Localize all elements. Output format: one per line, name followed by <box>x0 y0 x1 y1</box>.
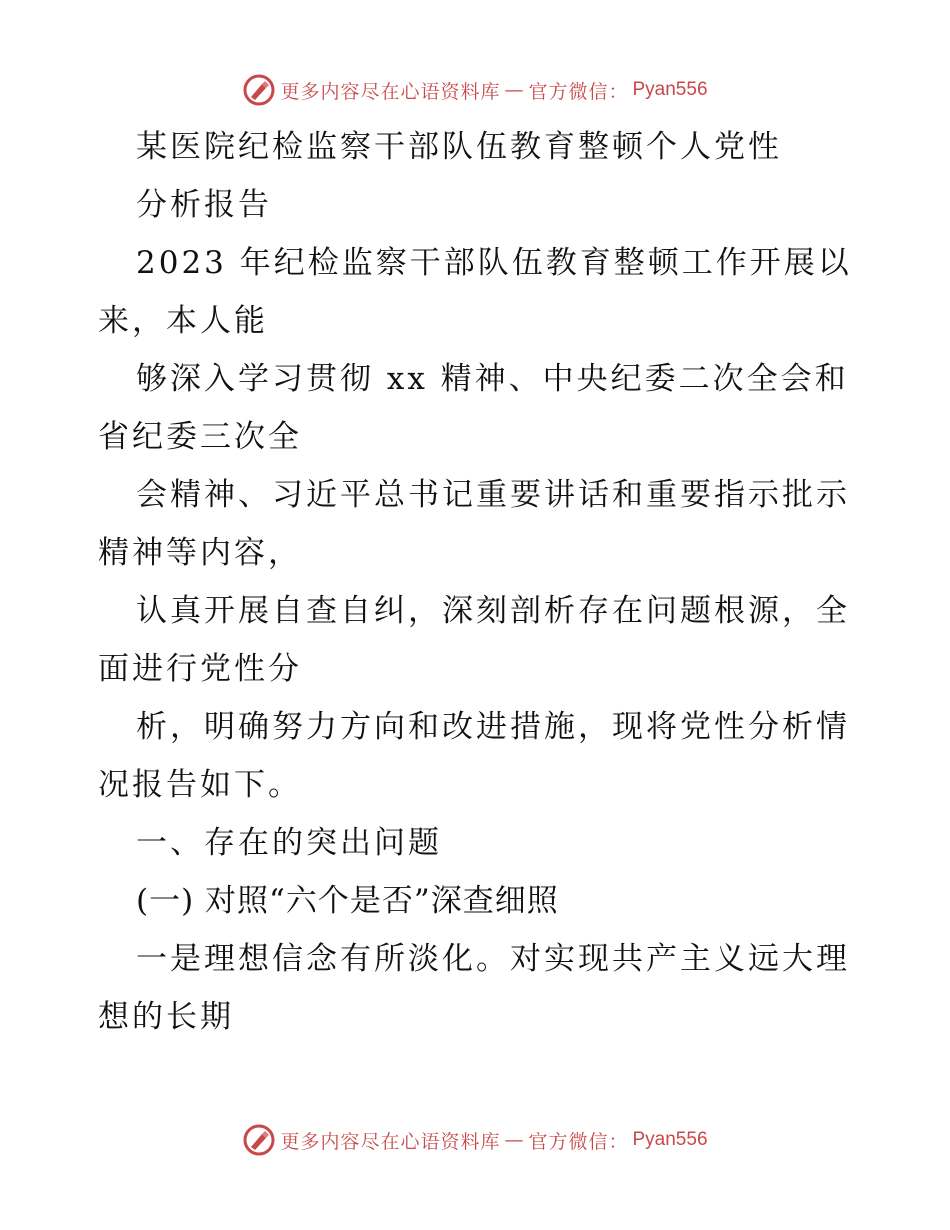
pen-logo-icon <box>242 73 276 107</box>
subsection-heading: (一) 对照“六个是否”深查细照 <box>136 883 559 919</box>
watermark-wechat-id: Pyan556 <box>632 1129 708 1150</box>
doc-text-line: 面进行党性分 <box>98 651 302 687</box>
doc-text-line: 况报告如下。 <box>98 767 302 803</box>
doc-text-line: 精神等内容， <box>98 535 302 571</box>
document-body <box>98 118 858 1046</box>
doc-title-line-2: 分析报告 <box>136 187 272 223</box>
doc-title-line-1: 某医院纪检监察干部队伍教育整顿个人党性 <box>136 129 782 165</box>
watermark-brand: 更多内容尽在心语资料库 <box>280 1130 501 1153</box>
doc-text-line: 2023 年纪检监察干部队伍教育整顿工作开展以 <box>136 245 852 281</box>
watermark-footer <box>0 1120 950 1160</box>
watermark-wechat-label: 官方微信： <box>528 80 629 103</box>
watermark-brand: 更多内容尽在心语资料库 <box>280 80 501 103</box>
doc-text-line: 来，本人能 <box>98 303 268 339</box>
doc-text-line: 认真开展自查自纠，深刻剖析存在问题根源，全 <box>136 593 850 629</box>
doc-text-line: 够深入学习贯彻 xx 精神、中央纪委二次全会和 <box>136 361 849 397</box>
watermark-header <box>0 70 950 110</box>
doc-text-line: 想的长期 <box>98 999 234 1035</box>
doc-text-line: 会精神、习近平总书记重要讲话和重要指示批示 <box>136 477 850 513</box>
watermark-wechat-id: Pyan556 <box>632 79 708 100</box>
doc-text-line: 一是理想信念有所淡化。对实现共产主义远大理 <box>136 941 850 977</box>
doc-text-line: 析，明确努力方向和改进措施，现将党性分析情 <box>136 709 850 745</box>
pen-logo-icon <box>242 1123 276 1157</box>
section-heading: 一、存在的突出问题 <box>136 825 442 861</box>
watermark-dash: — <box>504 79 525 101</box>
watermark-dash: — <box>504 1129 525 1151</box>
doc-text-line: 省纪委三次全 <box>98 419 302 455</box>
watermark-wechat-label: 官方微信： <box>528 1130 629 1153</box>
